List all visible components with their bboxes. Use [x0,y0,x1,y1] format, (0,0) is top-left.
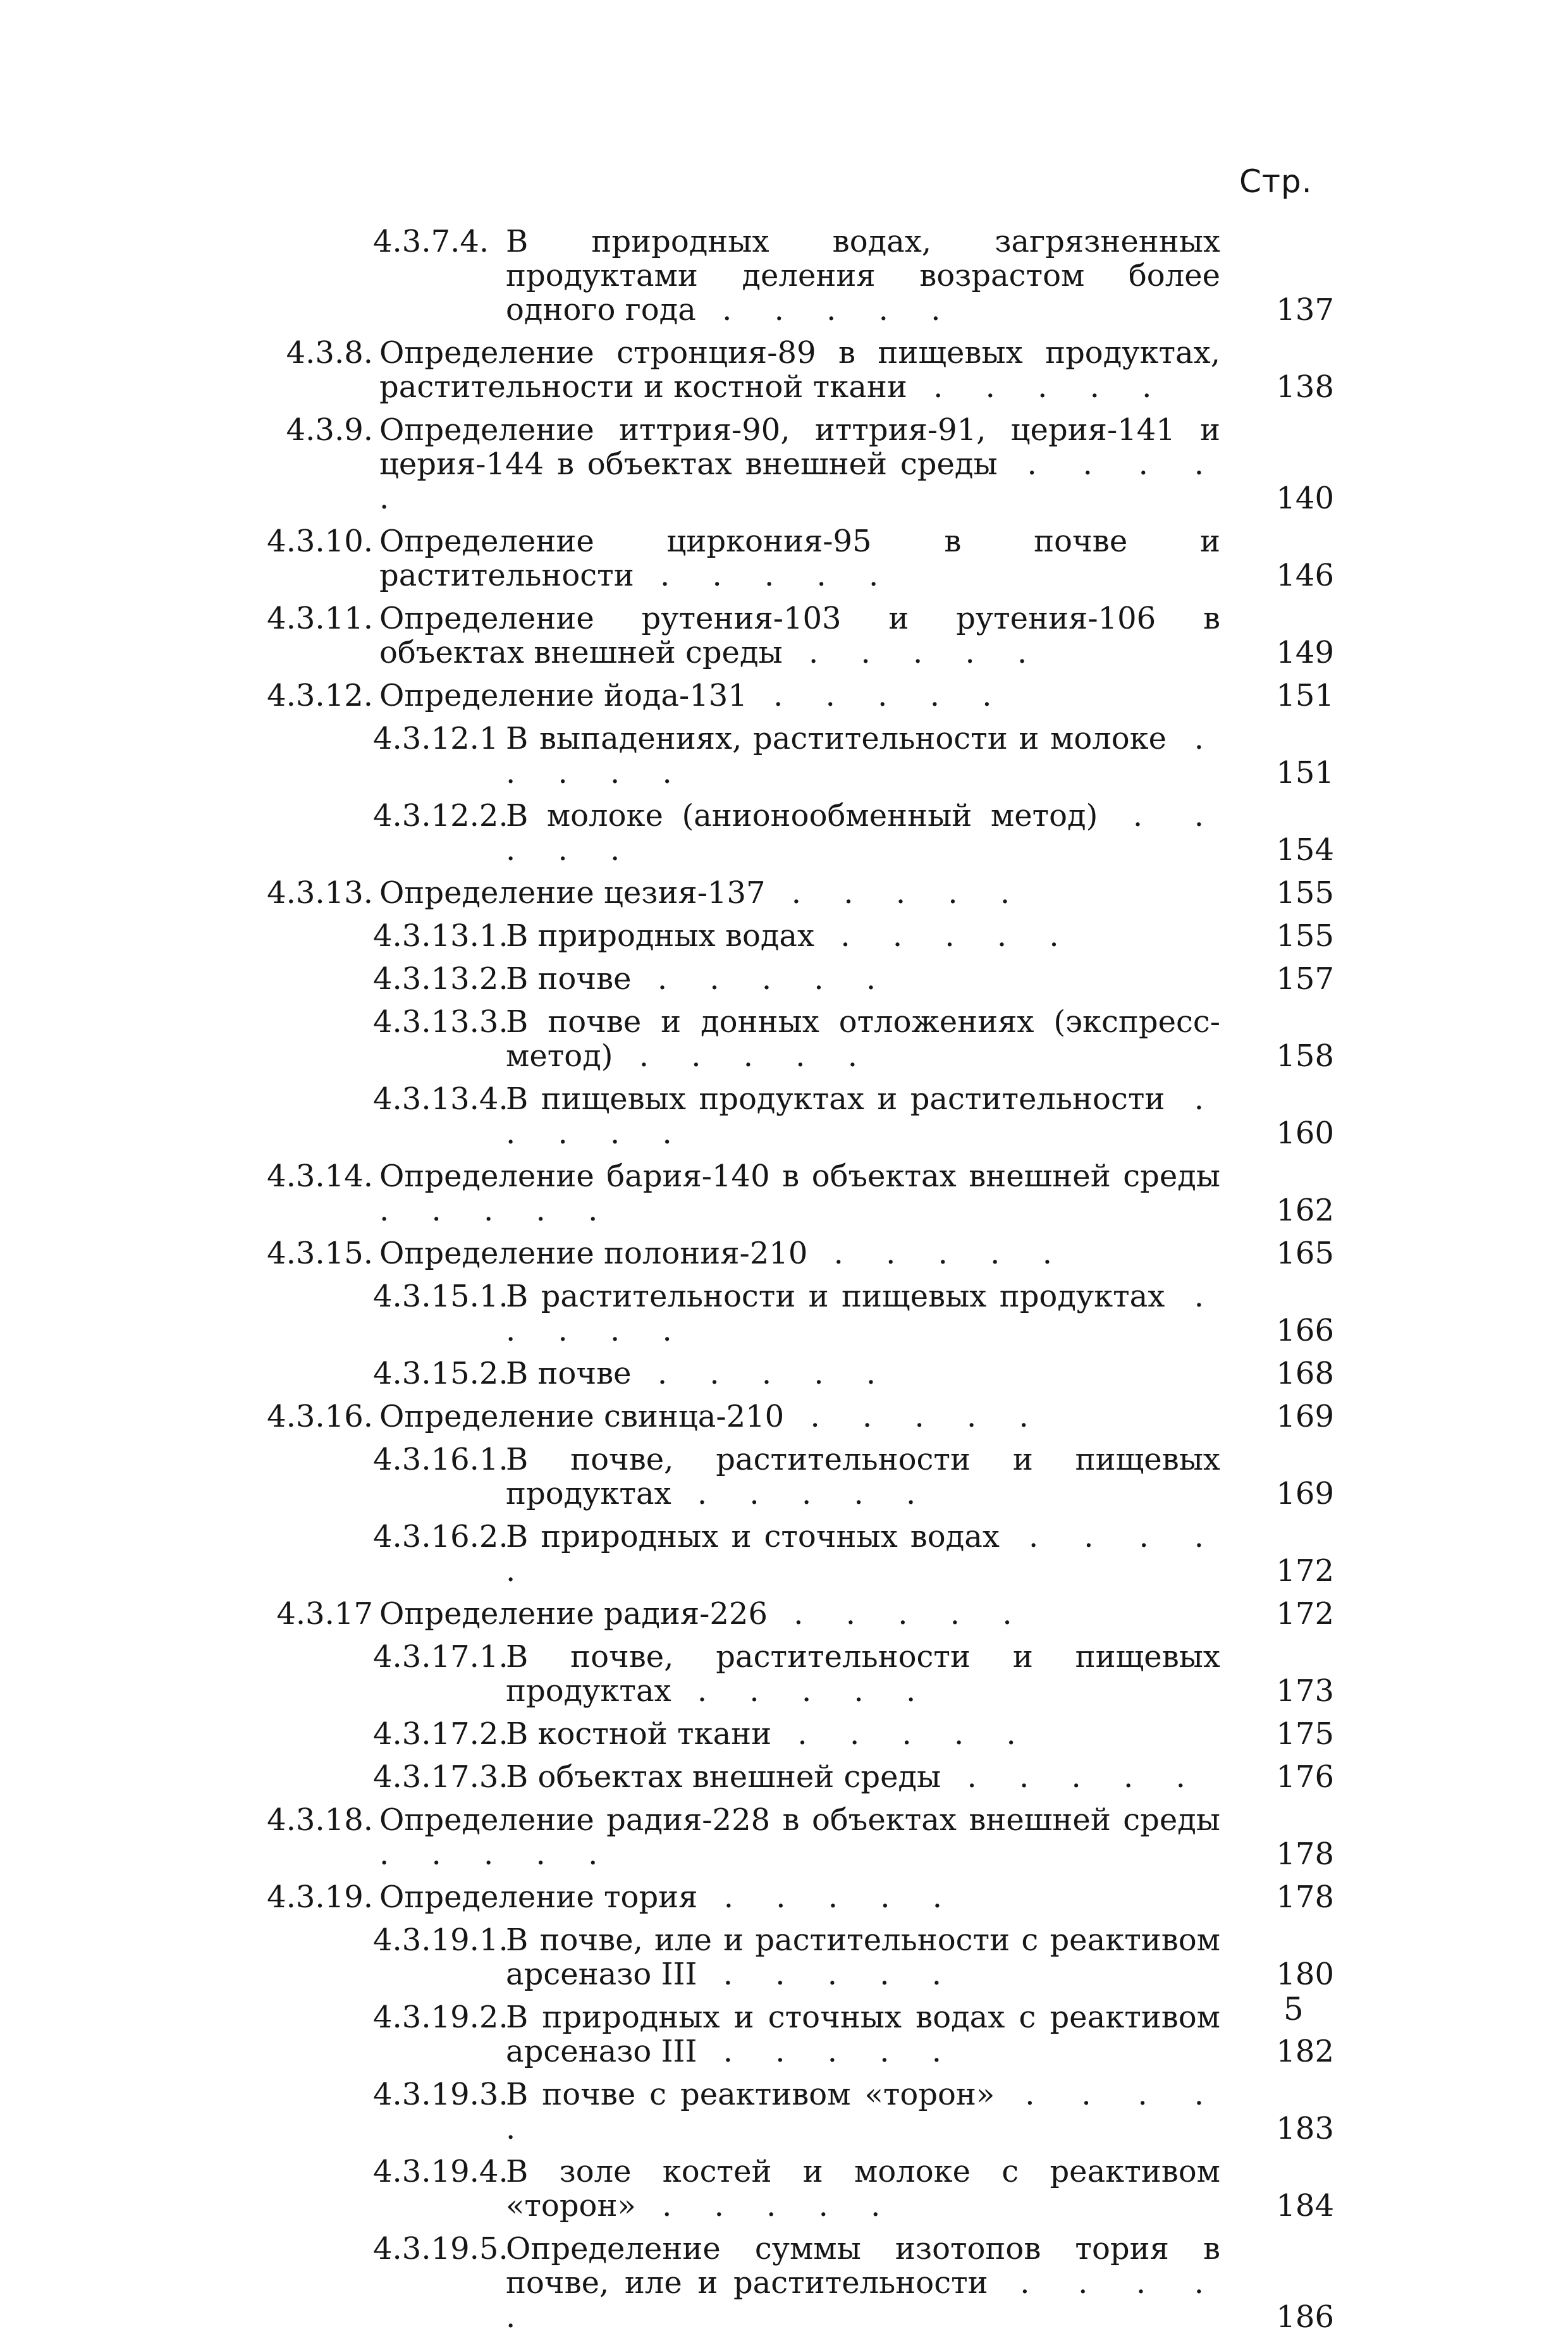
toc-entry-page: 173 [1276,1673,1334,1709]
toc-entry-title-text: Определение суммы изотопов тория в почве, иле и растительности [506,2231,1220,2301]
toc-entry [259,1717,1334,1751]
toc-entry-number: 4.3.18. [267,1802,373,1838]
toc-entry [259,1399,1334,1434]
toc-entry-title-text: В молоке (анионообменный метод) [506,798,1098,833]
toc-entry-page: 146 [1276,558,1334,593]
toc-entry-title [373,876,1220,910]
leader-dots: . . . . . [768,1596,1029,1632]
toc-entry-number: 4.3.15. [267,1236,373,1271]
toc-entry [259,224,1334,327]
toc-entry-page: 137 [1276,292,1334,328]
toc-entry-title [506,722,1220,790]
leader-dots: . . . . . [697,1879,959,1915]
page-column-label: Стр. [1239,163,1313,200]
leader-dots: . . . . . [634,558,895,593]
toc-entry-number: 4.3.19.5. [373,2231,508,2266]
toc-entry-title-text: Определение тория [379,1879,698,1915]
toc-entry-title [373,1399,1220,1434]
toc-entry-title [373,679,1220,713]
leader-dots: . . . . . [782,635,1044,670]
toc-entry-number: 4.3.15.1. [373,1279,508,1314]
toc-entry [259,413,1334,515]
toc-entry-title-text: В почве и донных отложениях (экспресс-метод) [506,1004,1220,1074]
leader-dots: . . . . . [697,2034,959,2069]
toc-entry-title-text: Определение рутения-103 и рутения-106 в объектах внешней среды [379,601,1220,670]
toc-entry [259,1279,1334,1348]
toc-entry-number: 4.3.13.1. [373,918,508,954]
toc-entry-title [506,1760,1220,1794]
toc-entry [259,1005,1334,1073]
toc-entry-number: 4.3.13.2. [373,961,508,997]
leader-dots: . . . . . [379,1836,615,1872]
toc-entry-number: 4.3.13. [267,875,373,911]
toc-entry-title [506,2232,1220,2334]
toc-entry-title [506,1005,1220,1073]
leader-dots: . . . . . [941,1759,1202,1795]
toc-entry-title-text: В растительности и пищевых продуктах [506,1279,1165,1314]
toc-entry-page: 169 [1276,1399,1334,1434]
toc-entry-title-text: Определение йода-131 [379,678,747,713]
toc-entry [259,2077,1334,2146]
toc-entry-page: 180 [1276,1957,1334,1992]
page-number: 5 [1283,1991,1304,2027]
toc-entry [259,2232,1334,2334]
toc-entry-number: 4.3.13.3. [373,1004,508,1040]
toc-entry-number: 4.3.13.4. [373,1081,508,1117]
toc-entry-number: 4.3.11. [267,601,373,636]
toc-entry [259,1082,1334,1150]
leader-dots: . . . . . [907,369,1168,405]
leader-dots: . . . . . [379,446,1221,516]
toc-entry [259,799,1334,867]
toc-entry-page: 176 [1276,1759,1334,1795]
toc-entry-page: 154 [1276,832,1334,868]
leader-dots: . . . . . [506,2265,1221,2335]
leader-dots: . . . . . [631,1356,893,1391]
toc-entry-page: 155 [1276,918,1334,954]
toc-entry-page: 169 [1276,1476,1334,1511]
toc-entry [259,679,1334,713]
toc-entry-number: 4.3.15.2. [373,1356,508,1391]
toc-entry-number: 4.3.17.2. [373,1716,508,1752]
toc-entry [259,1356,1334,1391]
toc-entry-title [373,336,1220,404]
leader-dots: . . . . . [747,678,1008,713]
toc-entry-number: 4.3.17 [276,1596,373,1632]
toc-entry-page: 138 [1276,369,1334,405]
leader-dots: . . . . . [613,1038,874,1074]
toc-entry-title-text: В золе костей и молоке с реактивом «торон» [506,2154,1220,2223]
toc-entry-page: 158 [1276,1038,1334,1074]
toc-entry-title-text: В почве, иле и растительности с реактивом арсеназо III [506,1922,1220,1992]
toc-entry-title [506,1279,1220,1348]
toc-entry-page: 155 [1276,875,1334,911]
toc-entry-title-text: Определение полония-210 [379,1236,808,1271]
toc-entry-page: 184 [1276,2188,1334,2223]
toc-entry-page: 178 [1276,1879,1334,1915]
toc-entry-title-text: Определение иттрия-90, иттрия-91, церия-141 и церия-144 в объектах внешней среды [379,412,1220,482]
toc-entry-title-text: В почве, растительности и пищевых продуктах [506,1442,1220,1511]
leader-dots: . . . . . [695,292,957,328]
toc-entry-page: 157 [1276,961,1334,997]
toc-entry-title [506,2155,1220,2223]
toc-entry-page: 172 [1276,1553,1334,1589]
toc-entry-number: 4.3.16. [267,1399,373,1434]
toc-entry-number: 4.3.19.2. [373,2000,508,2035]
leader-dots: . . . . . [506,1519,1221,1589]
toc-entry-number: 4.3.9. [286,412,373,448]
leader-dots: . . . . . [506,798,1221,868]
toc-entry-number: 4.3.12. [267,678,373,713]
toc-entry-number: 4.3.8. [286,335,373,371]
toc-entry-title [373,413,1220,515]
toc-entry-title-text: Определение радия-226 [379,1596,768,1632]
toc-entry-page: 175 [1276,1716,1334,1752]
toc-entry-number: 4.3.12.2. [373,798,508,833]
toc-entry [259,601,1334,670]
toc-entry-title-text: В почве [506,961,632,997]
toc-entry-page: 151 [1276,755,1334,790]
toc-entry-page: 172 [1276,1596,1334,1632]
toc-entry-number: 4.3.12.1 [373,721,499,756]
toc-entry-page: 168 [1276,1356,1334,1391]
toc-entry-title [373,524,1220,593]
toc-entry-page: 151 [1276,678,1334,713]
toc-entry-title [506,1923,1220,1991]
leader-dots: . . . . . [697,1957,959,1992]
toc-entry [259,1760,1334,1794]
toc-entry-title [506,1520,1220,1588]
toc-entry-number: 4.3.19.1. [373,1922,508,1958]
leader-dots: . . . . . [807,1236,1069,1271]
leader-dots: . . . . . [784,1399,1045,1434]
toc-entry-title-text: Определение радия-228 в объектах внешней среды [379,1802,1220,1838]
toc-entry-page: 166 [1276,1313,1334,1348]
toc-entry-number: 4.3.16.1. [373,1442,508,1477]
toc-entry-title-text: Определение свинца-210 [379,1399,785,1434]
toc-entry [259,2000,1334,2069]
toc-entry-title-text: В костной ткани [506,1716,772,1752]
toc-entry [259,1597,1334,1631]
toc-entry-page: 165 [1276,1236,1334,1271]
toc-entry-title-text: Определение стронция-89 в пищевых продуктах, растительности и костной ткани [379,335,1220,405]
toc-entry-title [506,962,1220,996]
leader-dots: . . . . . [631,961,893,997]
toc-entry-number: 4.3.19.4. [373,2154,508,2189]
toc-entry [259,962,1334,996]
toc-entry-number: 4.3.19.3. [373,2077,508,2112]
toc-entry [259,722,1334,790]
toc-entry-title-text: В почве [506,1356,632,1391]
toc-entry-number: 4.3.14. [267,1159,373,1194]
toc-entry-title-text: В пищевых продуктах и растительности [506,1081,1165,1117]
toc-entry [259,336,1334,404]
leader-dots: . . . . . [506,2077,1220,2146]
toc-entry-title-text: В природных и сточных водах с реактивом арсеназо III [506,2000,1220,2069]
toc-entry-title-text: Определение бария-140 в объектах внешней среды [379,1159,1220,1194]
toc-entry [259,1520,1334,1588]
toc-entry-page: 182 [1276,2034,1334,2069]
leader-dots: . . . . . [814,918,1075,954]
toc-entry [259,1803,1334,1871]
toc-entry-page: 183 [1276,2111,1334,2146]
toc-entry-title-text: Определение циркония-95 в почве и растительности [379,524,1220,593]
toc-entry-title [373,601,1220,670]
toc-entry-title [506,1082,1220,1150]
toc-entry-title-text: В природных и сточных водах [506,1519,1000,1554]
toc-entry-title [506,2077,1220,2146]
leader-dots: . . . . . [506,1081,1220,1151]
toc-entry-title [506,919,1220,953]
toc-entry-title [373,1597,1220,1631]
toc-entry [259,1923,1334,1991]
toc-entry-title [506,2000,1220,2069]
toc-entry-page: 140 [1276,481,1334,516]
leader-dots: . . . . . [771,1716,1032,1752]
toc-entry-number: 4.3.17.1. [373,1639,508,1675]
toc-entry-title [506,799,1220,867]
leader-dots: . . . . . [635,2188,897,2223]
leader-dots: . . . . . [506,721,1220,790]
toc-entry [259,1880,1334,1914]
toc-entry [259,524,1334,593]
leader-dots: . . . . . [506,1279,1220,1348]
toc-entry-title-text: В почве, растительности и пищевых продуктах [506,1639,1220,1709]
toc-entry-number: 4.3.17.3. [373,1759,508,1795]
toc-entry-number: 4.3.7.4. [373,224,489,259]
toc-entry [259,876,1334,910]
toc-entry-page: 149 [1276,635,1334,670]
toc-entry [259,1640,1334,1708]
toc-entry [259,2155,1334,2223]
toc-entry-title [506,1442,1220,1511]
toc-entry [259,1159,1334,1227]
toc-entry-title [506,1356,1220,1391]
toc-entry-title [373,1803,1220,1871]
toc-entry-page: 160 [1276,1116,1334,1151]
toc-entry-number: 4.3.19. [267,1879,373,1915]
toc-entry-title [373,1159,1220,1227]
toc-entry-title-text: В выпадениях, растительности и молоке [506,721,1167,756]
toc-entry-title [373,1236,1220,1270]
toc-entry-number: 4.3.16.2. [373,1519,508,1554]
toc-entry-title-text: Определение цезия-137 [379,875,766,911]
toc-entry [259,919,1334,953]
toc-entry [259,1236,1334,1270]
toc-entry-number: 4.3.10. [267,524,373,559]
leader-dots: . . . . . [671,1673,933,1709]
leader-dots: . . . . . [765,875,1027,911]
toc-entry-page: 162 [1276,1193,1334,1228]
toc-entry-title [506,1640,1220,1708]
leader-dots: . . . . . [671,1476,933,1511]
toc-entry-title [506,224,1220,327]
toc-entry-title [506,1717,1220,1751]
table-of-contents [259,224,1334,2343]
toc-entry-title [373,1880,1220,1914]
toc-entry-title-text: В природных водах, загрязненных продуктами деления возрастом более одного года [506,224,1220,328]
toc-entry-page: 186 [1276,2299,1334,2335]
toc-entry-page: 178 [1276,1836,1334,1872]
toc-entry-title-text: В природных водах [506,918,815,954]
toc-entry-title-text: В почве с реактивом «торон» [506,2077,995,2112]
toc-entry-title-text: В объектах внешней среды [506,1759,941,1795]
leader-dots: . . . . . [379,1193,615,1228]
toc-entry [259,1442,1334,1511]
